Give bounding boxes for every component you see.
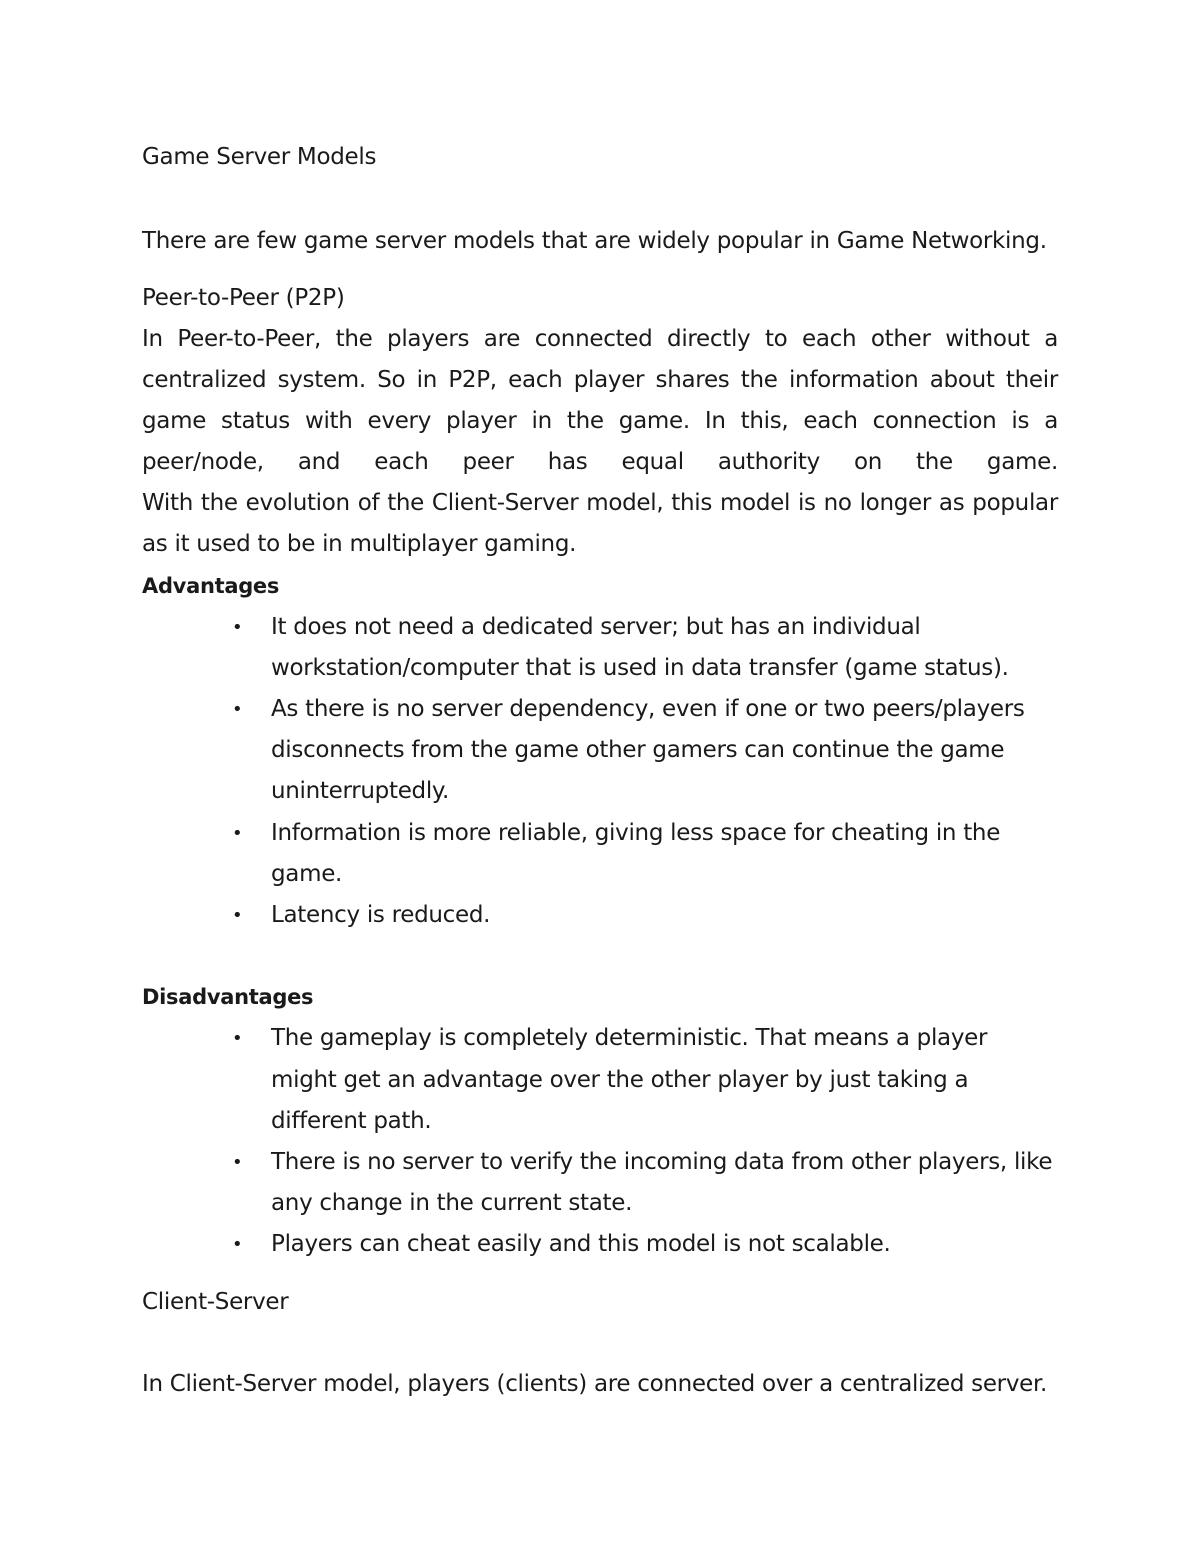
advantage-item-line: Latency is reduced.	[271, 902, 491, 928]
client-server-paragraph: In Client-Server model, players (clients) are connected over a centralized server.	[142, 1371, 1048, 1397]
p2p-paragraph-line: In Peer-to-Peer, the players are connected directly to each other without a	[142, 326, 1058, 352]
p2p-paragraph-line: as it used to be in multiplayer gaming.	[142, 531, 577, 557]
p2p-paragraph-line: peer/node, and each peer has equal authority on the game.	[142, 449, 1058, 475]
advantage-item-line: uninterruptedly.	[271, 778, 449, 804]
intro-paragraph: There are few game server models that are widely popular in Game Networking.	[142, 228, 1047, 254]
p2p-heading: Peer-to-Peer (P2P)	[142, 285, 345, 311]
p2p-paragraph-line: centralized system. So in P2P, each player shares the information about their	[142, 367, 1058, 393]
advantage-item-line: As there is no server dependency, even if one or two peers/players	[271, 696, 1025, 722]
bullet-icon: •	[232, 823, 243, 844]
advantage-item-line: Information is more reliable, giving less space for cheating in the	[271, 820, 1001, 846]
disadvantage-item-line: The gameplay is completely deterministic. That means a player	[271, 1025, 988, 1051]
disadvantage-item-line: different path.	[271, 1108, 432, 1134]
disadvantage-item-line: might get an advantage over the other player by just taking a	[271, 1067, 969, 1093]
disadvantages-heading: Disadvantages	[142, 985, 314, 1009]
disadvantage-item-line: There is no server to verify the incoming data from other players, like	[271, 1149, 1053, 1175]
advantage-item-line: workstation/computer that is used in data transfer (game status).	[271, 655, 1009, 681]
document-title: Game Server Models	[142, 144, 377, 170]
bullet-icon: •	[232, 699, 243, 720]
advantage-item-line: disconnects from the game other gamers can continue the game	[271, 737, 1005, 763]
disadvantage-item-line: any change in the current state.	[271, 1190, 633, 1216]
client-server-heading: Client-Server	[142, 1289, 289, 1315]
bullet-icon: •	[232, 1152, 243, 1173]
bullet-icon: •	[232, 617, 243, 638]
bullet-icon: •	[232, 1028, 243, 1049]
advantage-item-line: It does not need a dedicated server; but has an individual	[271, 614, 921, 640]
advantage-item-line: game.	[271, 861, 343, 887]
p2p-paragraph-line: game status with every player in the game. In this, each connection is a	[142, 408, 1058, 434]
disadvantage-item-line: Players can cheat easily and this model is not scalable.	[271, 1231, 891, 1257]
bullet-icon: •	[232, 905, 243, 926]
bullet-icon: •	[232, 1234, 243, 1255]
p2p-paragraph-line: With the evolution of the Client-Server model, this model is no longer as popular	[142, 490, 1058, 516]
advantages-heading: Advantages	[142, 574, 280, 598]
